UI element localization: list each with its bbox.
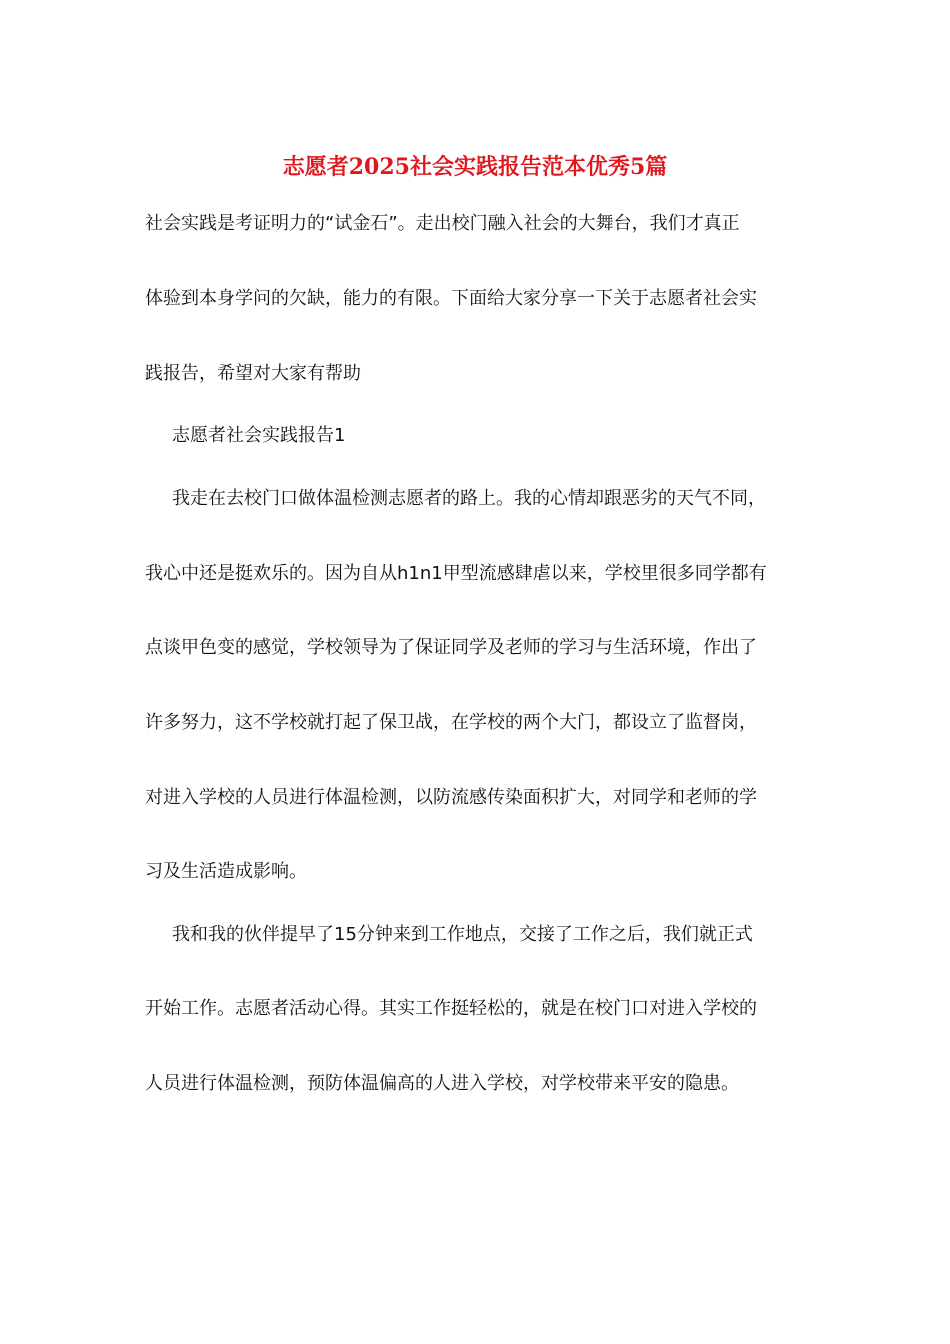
paragraph1-line-6: 习及生活造成影响。 [145,861,307,882]
intro-line-2: 体验到本身学问的欠缺，能力的有限。下面给大家分享一下关于志愿者社会实 [145,288,757,309]
paragraph2-line-3: 人员进行体温检测，预防体温偏高的人进入学校，对学校带来平安的隐患。 [145,1073,739,1094]
paragraph1-line-2: 我心中还是挺欢乐的。因为自从h1n1甲型流感肆虐以来，学校里很多同学都有 [145,563,767,584]
paragraph1-line-5: 对进入学校的人员进行体温检测，以防流感传染面积扩大，对同学和老师的学 [145,787,757,808]
intro-line-1: 社会实践是考证明力的“试金石”。走出校门融入社会的大舞台，我们才真正 [145,213,740,234]
paragraph1-line-4: 许多努力，这不学校就打起了保卫战，在学校的两个大门，都设立了监督岗， [145,712,757,733]
paragraph2-line-2: 开始工作。志愿者活动心得。其实工作挺轻松的，就是在校门口对进入学校的 [145,998,757,1019]
section-heading: 志愿者社会实践报告1 [172,425,346,446]
paragraph1-line-3: 点谈甲色变的感觉，学校领导为了保证同学及老师的学习与生活环境，作出了 [145,637,757,658]
intro-line-3: 践报告，希望对大家有帮助 [145,363,361,384]
document-title: 志愿者2025社会实践报告范本优秀5篇 [282,154,668,180]
paragraph1-line-1: 我走在去校门口做体温检测志愿者的路上。我的心情却跟恶劣的天气不同， [172,488,766,509]
paragraph2-line-1: 我和我的伙伴提早了15分钟来到工作地点，交接了工作之后，我们就正式 [172,924,753,945]
